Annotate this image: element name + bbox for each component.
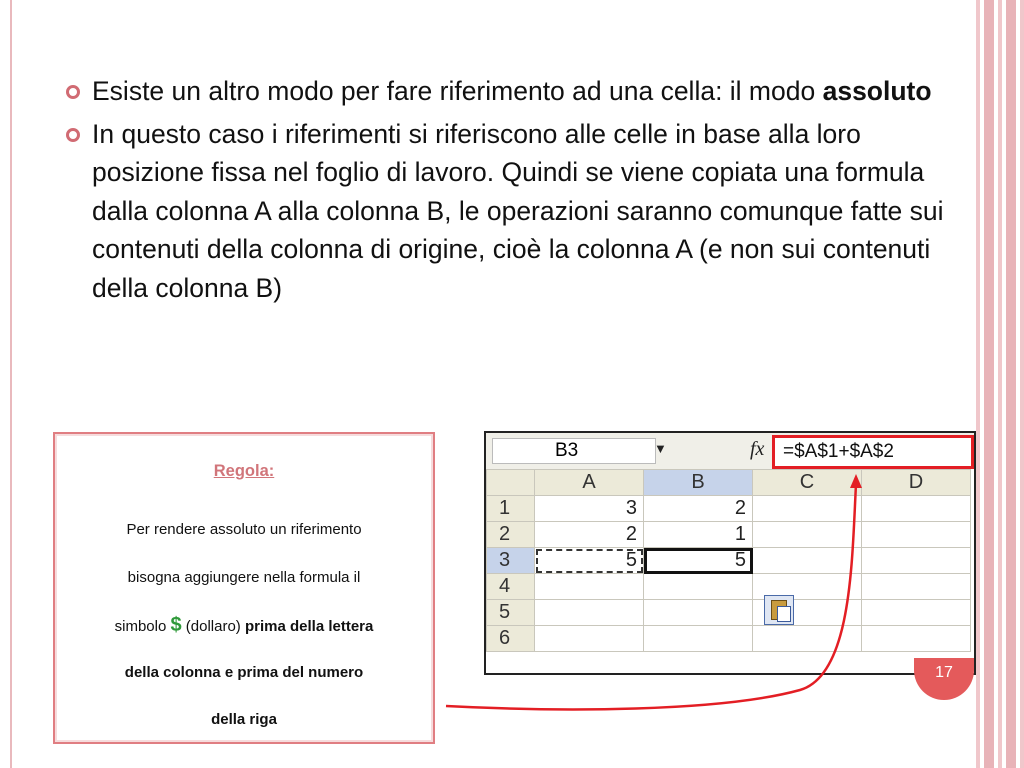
row-header[interactable]: 4 xyxy=(487,574,535,600)
rule-line: della riga xyxy=(211,711,277,728)
column-header[interactable]: D xyxy=(862,470,971,496)
name-box[interactable]: B3 xyxy=(492,438,656,464)
bullet-absolute-mode: Esiste un altro modo per fare riferimento ad una cella: il modo assoluto xyxy=(62,72,952,111)
cell-active[interactable]: 5 xyxy=(644,548,753,574)
fx-icon[interactable]: fx xyxy=(750,438,765,460)
formula-input[interactable]: =$A$1+$A$2 xyxy=(772,435,974,469)
cell[interactable]: 3 xyxy=(535,496,644,522)
rule-line: della colonna e prima del numero xyxy=(124,663,364,681)
dollar-symbol: $ xyxy=(170,614,182,636)
cell[interactable]: 2 xyxy=(535,522,644,548)
page-number-badge: 17 xyxy=(914,658,974,700)
row-header[interactable]: 5 xyxy=(487,600,535,626)
row-header[interactable]: 6 xyxy=(487,626,535,652)
rule-line: Per rendere assoluto un riferimento xyxy=(126,521,362,538)
bullet-explanation: In questo caso i riferimenti si riferiscono alle celle in base alla loro posizione fissa nel foglio di lavoro. Quindi se viene copiata una formula dalla colonna A alla colonna B, le operazioni saranno comunque fatte sui contenuti della colonna di origine, cioè la colonna A (e non sui contenuti della colonna B) xyxy=(62,115,952,308)
row-header[interactable]: 2 xyxy=(487,522,535,548)
rule-line: simbolo $ (dollaro) prima della lettera xyxy=(114,614,374,636)
row-header[interactable]: 1 xyxy=(487,496,535,522)
rule-line: bisogna aggiungere nella formula il xyxy=(127,568,361,586)
row-header[interactable]: 3 xyxy=(487,548,535,574)
dropdown-arrow-icon[interactable]: ▼ xyxy=(654,441,667,456)
cell[interactable]: 2 xyxy=(644,496,753,522)
column-header[interactable]: B xyxy=(644,470,753,496)
column-header[interactable]: A xyxy=(535,470,644,496)
bold-term: assoluto xyxy=(822,76,932,106)
rule-title: Regola: xyxy=(213,462,275,480)
cell-copy-source[interactable]: 5 xyxy=(535,548,644,574)
cell[interactable]: 1 xyxy=(644,522,753,548)
column-header[interactable]: C xyxy=(753,470,862,496)
